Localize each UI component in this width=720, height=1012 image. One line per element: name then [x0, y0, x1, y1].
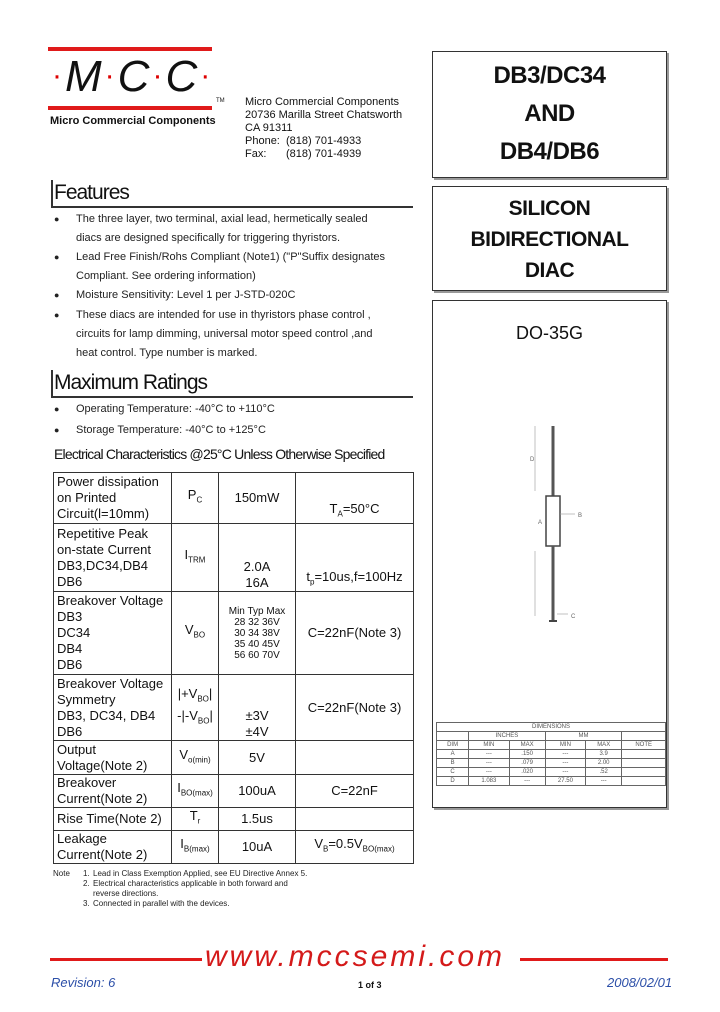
desc-line-3: DIAC	[524, 259, 575, 282]
logo-bottom-bar	[48, 106, 212, 110]
feature-item: ● Moisture Sensitivity: Level 1 per J-STD-020C	[54, 289, 296, 301]
website-url[interactable]: www.mccsemi.com	[205, 940, 506, 973]
package-name: DO-35G	[515, 323, 584, 343]
dim-label-b: B	[578, 513, 583, 519]
description-box	[432, 186, 667, 291]
part-number-box	[432, 51, 667, 178]
ratings-heading-bar	[51, 370, 53, 398]
dims-row: D 1.083 --- 27.50 ---	[437, 777, 666, 786]
features-rule	[51, 206, 413, 208]
part-line-3: DB4/DB6	[499, 138, 600, 165]
dims-row: B --- .079 --- 2.00	[437, 759, 666, 768]
dims-header-row: DIM MIN MAX MIN MAX NOTE	[437, 741, 666, 750]
footer-left-bar	[50, 958, 202, 961]
table-row: Repetitive Peak on-state Current DB3,DC34,DB4 DB6 $I_{TRM}$ 2.0A 16A $t_p=10us,f=100Hz$	[54, 524, 414, 592]
dim-label-c: C	[571, 614, 576, 620]
do35-package-drawing	[513, 416, 593, 646]
notes-label: Note	[53, 869, 70, 878]
dimensions-table	[436, 722, 666, 786]
table-row: Power dissipation on Printed Circuit(l=10mm) $P_C$ 150mW $T_A=50^\circ C$	[54, 473, 414, 524]
max-ratings-heading: Maximum Ratings	[54, 371, 208, 394]
feature-item: ● The three layer, two terminal, axial lead, hermetically sealed diacs are designed specifically for triggering thyristors.	[54, 213, 368, 244]
feature-item: ● These diacs are intended for use in thyristors phase control , circuits for lamp dimming, universal motor speed control ,and heat control. Type number is marked.	[54, 309, 373, 359]
table-row: Breakover Current(Note 2) $I_{BO(max)}$ 100uA C=22nF	[54, 775, 414, 808]
dim-label-a: A	[538, 520, 543, 526]
rating-storage-temp: ● Storage Temperature: -40°C to +125°C	[54, 424, 266, 436]
logo-top-bar	[48, 47, 212, 51]
notes: Note 1. Lead in Class Exemption Applied, see EU Directive Annex 5. 2. Electrical characteristics applicable in both forward and reverse directions. 3. Connected in parallel with the devices.	[53, 869, 308, 908]
desc-line-2: BIDIRECTIONAL	[470, 228, 629, 251]
dim-label-d: D	[530, 457, 535, 463]
features-heading-bar	[51, 180, 53, 208]
part-line-2: AND	[524, 100, 575, 127]
features-heading: Features	[54, 181, 129, 204]
table-row: Breakover Voltage Symmetry DB3, DC34, DB4 DB6 $|+V_{BO}|$ $-|-V_{BO}|$ ±3V ±4V C=22nF(Note 3)	[54, 675, 414, 741]
electrical-spec-table	[53, 472, 414, 864]
rating-op-temp: ● Operating Temperature: -40°C to +110°C	[54, 403, 275, 415]
revision: Revision: 6	[51, 975, 116, 990]
dims-inches: INCHES	[469, 732, 546, 741]
trademark: TM	[216, 98, 225, 104]
ratings-rule	[51, 396, 413, 398]
table-row: Rise Time(Note 2) $T_r$ 1.5us	[54, 808, 414, 831]
company-address: Micro Commercial Components 20736 Marilla Street Chatsworth CA 91311 Phone: (818) 701-4933 Fax: (818) 701-4939	[245, 96, 403, 160]
table-row: Breakover Voltage DB3 DC34 DB4 DB6 $V_{BO}$ Min Typ Max 28 32 36V 30 34 38V 35 40 45V 56 60 70V C=22nF(Note 3)	[54, 592, 414, 675]
dims-row: C --- .020 --- .52	[437, 768, 666, 777]
electrical-characteristics-title: Electrical Characteristics @25°C Unless Otherwise Specified	[54, 446, 385, 462]
feature-item: ● Lead Free Finish/Rohs Compliant (Note1) ("P"Suffix designates Compliant. See ordering information)	[54, 251, 386, 282]
mcc-logo: ·M·C·C·	[52, 52, 212, 101]
company-name: Micro Commercial Components	[50, 115, 216, 127]
dims-row: A --- .150 --- 3.9	[437, 750, 666, 759]
dims-title: DIMENSIONS	[437, 723, 666, 732]
desc-line-1: SILICON	[508, 197, 591, 220]
table-row: Leakage Current(Note 2) $I_{B(max)}$ 10uA $V_B=0.5V_{BO(max)}$	[54, 830, 414, 863]
dims-mm: MM	[545, 732, 622, 741]
table-row: Output Voltage(Note 2) $V_{o(min)}$ 5V	[54, 741, 414, 775]
page-number: 1 of 3	[358, 980, 382, 990]
part-line-1: DB3/DC34	[493, 62, 606, 89]
date: 2008/02/01	[607, 975, 673, 990]
footer-right-bar	[520, 958, 668, 961]
